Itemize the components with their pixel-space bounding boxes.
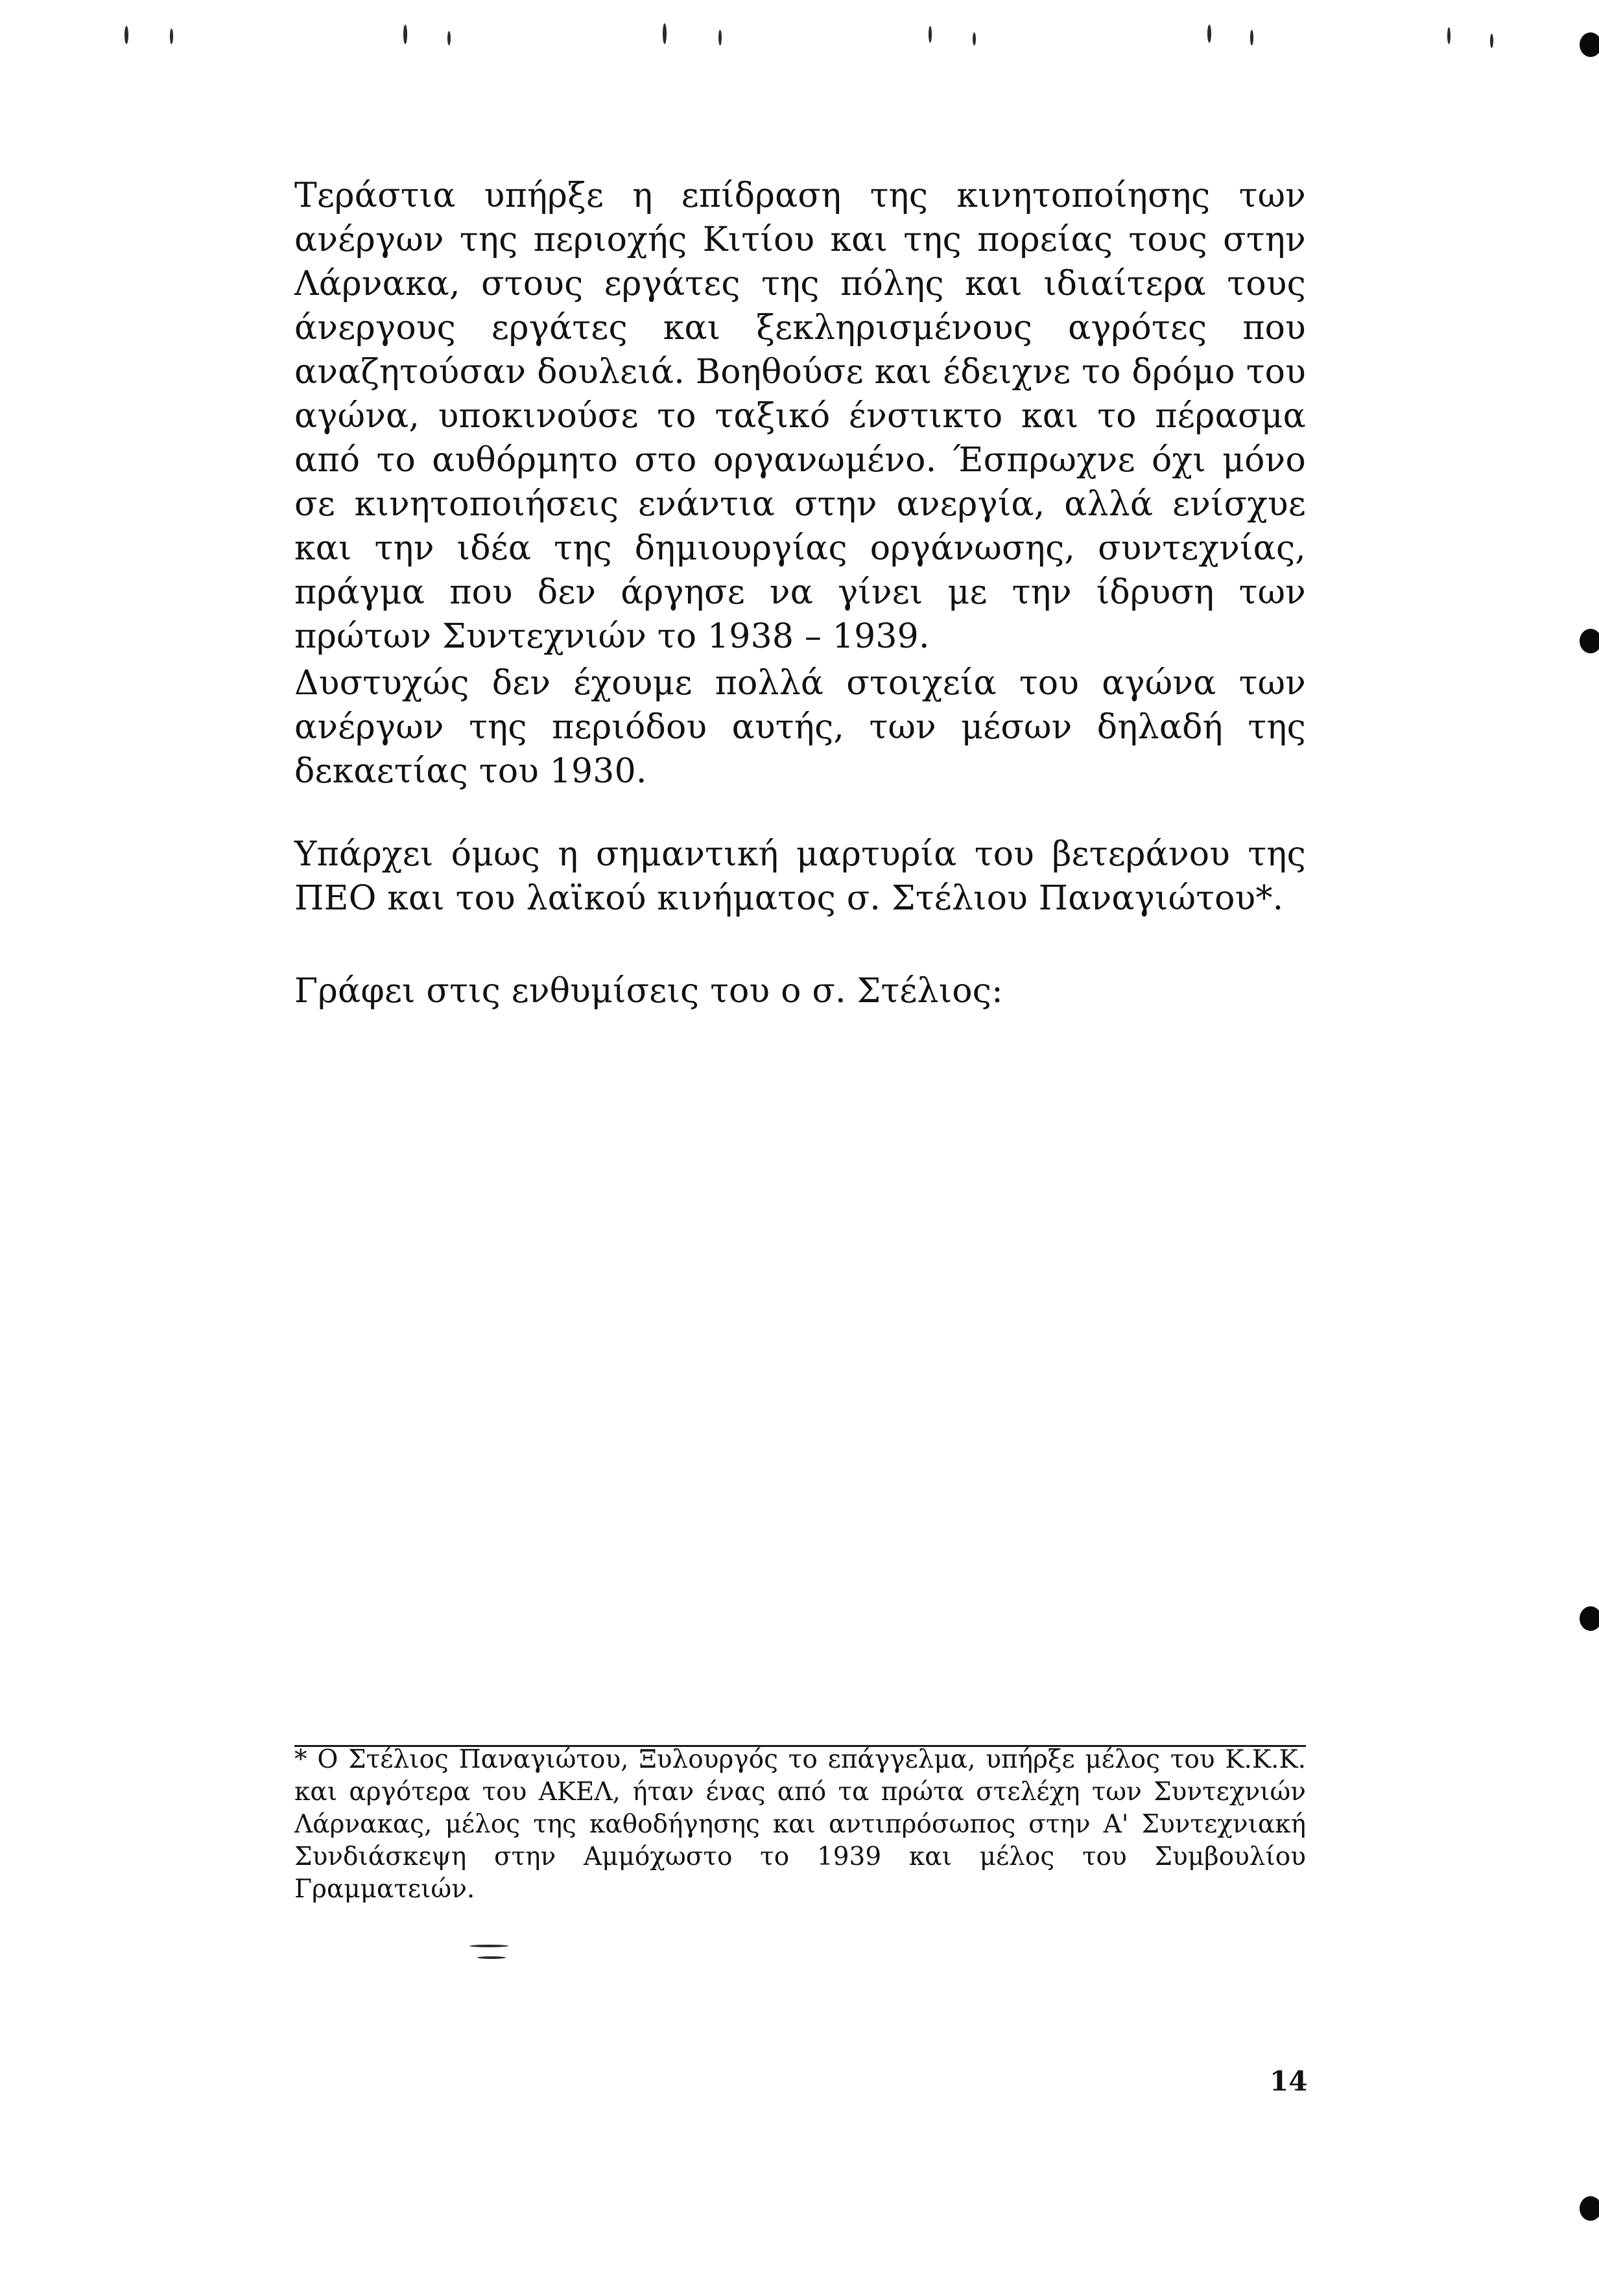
punch-hole-mark: [1580, 629, 1599, 653]
footnote: * Ο Στέλιος Παναγιώτου, Ξυλουργός το επάγγελμα, υπήρξε μέλος του Κ.Κ.Κ. και αργότερα του ΑΚΕΛ, ήταν ένας από τα πρώτα στελέχη των Συντεχνιών Λάρνακας, μέλος της καθοδήγησης και αντιπρόσωπος στην Α' Συντεχνιακή Συνδιάσκεψη στην Αμμόχωστο το 1939 και μέλος του Συμβουλίου Γραμματειών.: [294, 1745, 1306, 1904]
punch-hole-mark: [1580, 32, 1599, 57]
punch-hole-mark: [1580, 1606, 1599, 1631]
paragraph-4: Γράφει στις ενθυμίσεις του ο σ. Στέλιος:: [294, 972, 1003, 1011]
paragraph-2: Δυστυχώς δεν έχουμε πολλά στοιχεία του αγώνα των ανέργων της περιόδου αυτής, των μέσων δηλαδή της δεκαετίας του 1930.: [294, 664, 1306, 791]
paragraph-1: Τεράστια υπήρξε η επίδραση της κινητοποίησης των ανέργων της περιοχής Κιτίου και της πορείας τους στην Λάρνακα, στους εργάτες της πόλης και ιδιαίτερα τους άνεργους εργάτες και ξεκληρισμένους αγρότες που αναζητούσαν δουλειά. Βοηθούσε και έδειχνε το δρόμο του αγώνα, υποκινούσε το ταξικό ένστικτο και το πέρασμα από το αυθόρμητο στο οργανωμένο. Έσπρωχνε όχι μόνο σε κινητοποιήσεις ενάντια στην ανεργία, αλλά ενίσχυε και την ιδέα της δημιουργίας οργάνωσης, συντεχνίας, πράγμα που δεν άργησε να γίνει με την ίδρυση των πρώτων Συντεχνιών το 1938 – 1939.: [294, 176, 1306, 656]
punch-hole-mark: [1580, 2196, 1599, 2221]
paragraph-3: Υπάρχει όμως η σημαντική μαρτυρία του βετεράνου της ΠΕΟ και του λαϊκού κινήματος σ. Στέλιου Παναγιώτου*.: [294, 835, 1306, 918]
page-number: 14: [1270, 2065, 1308, 2097]
